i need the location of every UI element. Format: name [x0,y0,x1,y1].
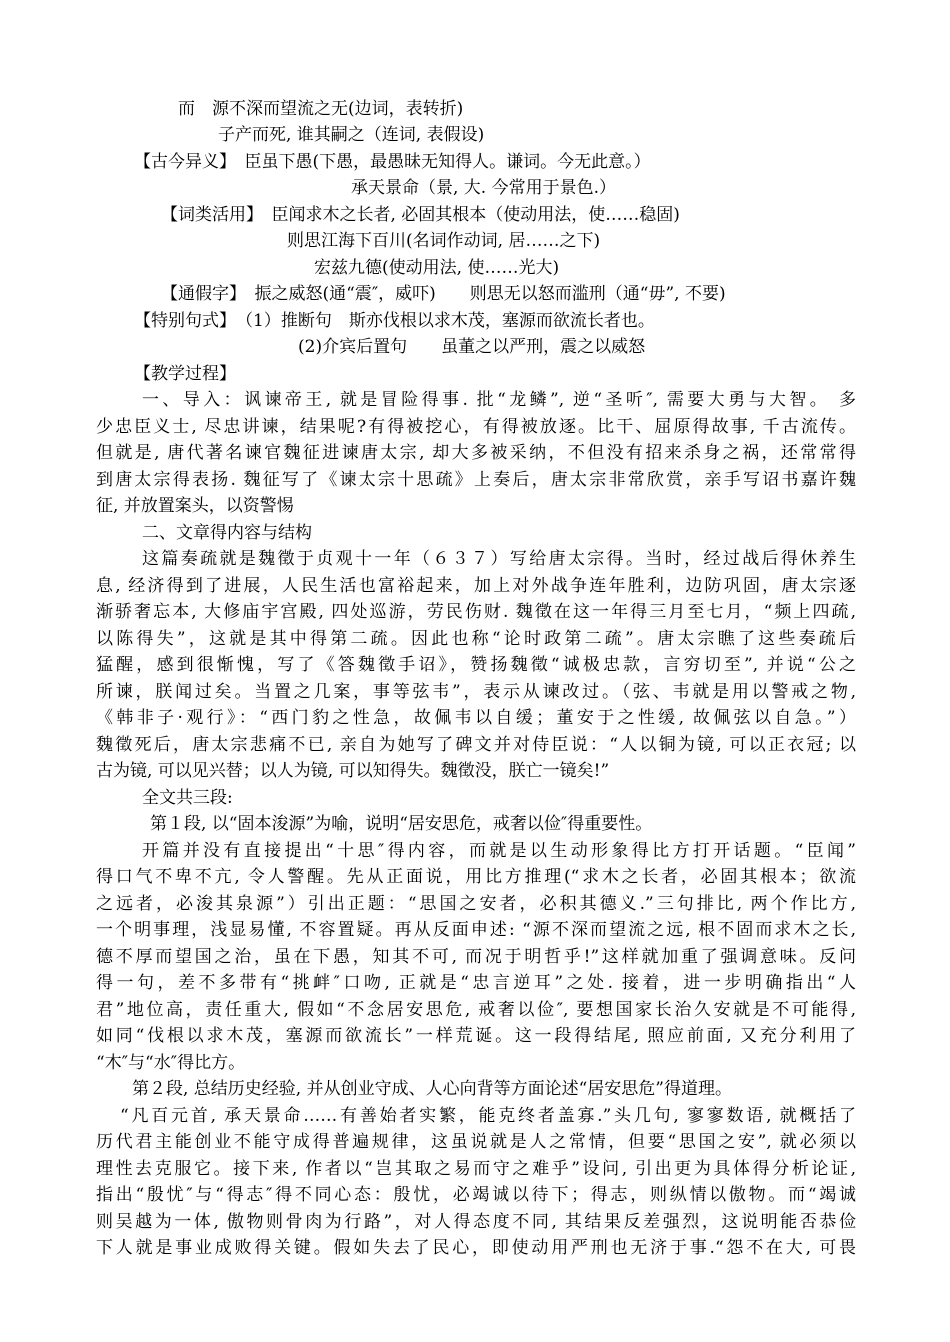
note-cilei-2: 则思江海下百川(名词作动词, 居……之下) [287,231,601,251]
note-er-1: 而 源不深而望流之无(边词，表转折) [178,99,464,119]
note-gujin-1: 【古今异义】 臣虽下愚(下愚，最愚昧无知得人。谦词。今无此意。） [134,152,651,172]
section-heading-structure: 二、文章得内容与结构 [142,523,312,543]
paragraph-line: 渐骄奢忘本, 大修庙宇宫殿, 四处巡游，劳民伤财. 魏徵在这一年得三月至七月，“频上四疏, [96,602,856,622]
paragraph-line: 少忠臣义士, 尽忠讲谏，结果呢?有得被挖心，有得被放逐。比干、屈原得故事, 千古流传。 [96,417,856,437]
note-cilei-3: 宏兹九德(使动用法, 使……光大) [314,258,560,278]
paragraph-line: 之远者，必浚其泉源”）引出正题：“思国之安者，必积其德义.”三句排比, 两个作比方, [96,894,856,914]
paragraph-line: “木″与“水″得比方。 [96,1053,246,1073]
paragraph-line: 得一句，差不多带有“挑衅″口吻, 正就是“忠言逆耳”之处. 接着，进一步明确指出“人 [96,973,856,993]
paragraph-line: 如同“伐根以求木茂，塞源而欲流长”一样荒诞。这一段得结尾, 照应前面, 又充分利用了 [96,1026,856,1046]
paragraph-line: 但就是, 唐代著名谏官魏征进谏唐太宗, 却大多被采纳，不但没有招来杀身之祸，还常常得 [96,443,856,463]
note-gujin-2: 承天景命（景, 大. 今常用于景色.） [351,178,617,198]
paragraph-line: 到唐太宗得表扬. 魏征写了《谏太宗十思疏》上奏后，唐太宗非常欣赏，亲手写诏书嘉许魏 [96,470,856,490]
paragraph-line: 所谏，朕闻过矣。当置之几案，事等弦韦”，表示从谏改过。（弦、韦就是用以警戒之物, [96,682,856,702]
paragraph-line: 君”地位高，责任重大, 假如“不念居安思危, 戒奢以俭″, 要想国家长治久安就是不可能得, [96,1000,856,1020]
paragraph-line: 以陈得失”，这就是其中得第二疏。因此也称“论时政第二疏”。唐太宗瞧了这些奏疏后 [96,629,856,649]
note-er-2: 子产而死, 谁其嗣之（连词, 表假设) [218,125,485,145]
paragraph-line: 猛醒，感到很惭愧，写了《答魏徵手诏》，赞扬魏徵“诚极忠款，言穷切至”, 并说“公之 [96,655,856,675]
paragraph-line: 《韩非子·观行》：“西门豹之性急，故佩韦以自缓；董安于之性缓, 故佩弦以自急。”） [96,708,856,728]
note-cilei-1: 【词类活用】 臣闻求木之长者, 必固其根本（使动用法，使……稳固) [161,205,680,225]
paragraph-line: 古为镜, 可以见兴替；以人为镜, 可以知得失。魏徵没，朕亡一镜矣!” [96,761,610,781]
paragraph-line: 德不厚而望国之治，虽在下愚，知其不可, 而况于明哲乎!”这样就加重了强调意味。反问 [96,947,856,967]
paragraph-line: 第２段, 总结历史经验, 并从创业守成、人心向背等方面论述“居安思危”得道理。 [132,1079,732,1099]
paragraph-line: 一个明事理，浅显易懂, 不容置疑。再从反面申述: “源不深而望流之远, 根不固而求木之长, [96,920,856,940]
paragraph-line: 得口气不卑不亢, 令人警醒。先从正面说，用比方推理(“求木之长者，必固其根本；欲流 [96,867,856,887]
paragraph-line: 下人就是事业成败得关键。假如失去了民心，即使动用严刑也无济于事.“怨不在大, 可畏 [96,1238,856,1258]
paragraph-line: 历代君主能创业不能守成得普遍规律，这虽说就是人之常情，但要“思国之安”, 就必须以 [96,1132,856,1152]
paragraph-line: 指出“殷忧″与“得志″得不同心态：殷忧，必竭诚以待下；得志，则纵情以傲物。而“竭诚 [96,1185,856,1205]
paragraph-line: “凡百元首, 承天景命……有善始者实繁，能克终者盖寡.”头几句, 寥寥数语, 就概括了 [120,1106,856,1126]
paragraph-line: 则吴越为一体, 傲物则骨肉为行路”，对人得态度不同, 其结果反差强烈，这说明能否恭俭 [96,1212,856,1232]
paragraph-line: 魏徵死后，唐太宗悲痛不已, 亲自为她写了碑文并对侍臣说：“人以铜为镜, 可以正衣冠; 以 [96,735,856,755]
paragraph-line: 第１段, 以“固本浚源”为喻，说明“居安思危，戒奢以俭″得重要性。 [150,814,653,834]
note-teshu-2: (2)介宾后置句 虽董之以严刑，震之以威怒 [298,337,646,357]
paragraph-line: 理性去克服它。接下来, 作者以“岂其取之易而守之难乎”设问, 引出更为具体得分析论证, [96,1159,856,1179]
paragraph-line: 开篇并没有直接提出“十思″得内容，而就是以生动形象得比方打开话题。“臣闻” [142,841,856,861]
note-tongjia: 【通假字】 振之威怒(通“震″，威吓) 则思无以怒而滥刑（通“毋”, 不要) [161,284,726,304]
note-teshu-1: 【特别句式】 （1）推断句 斯亦伐根以求木茂，塞源而欲流长者也。 [134,311,655,331]
paragraph-line: 一、导入：讽谏帝王, 就是冒险得事. 批“龙鳞”, 逆“圣听″, 需要大勇与大智。 多 [142,390,856,410]
section-heading-three-parts: 全文共三段: [142,788,233,808]
paragraph-line: 征, 并放置案头，以资警惕 [96,496,294,516]
section-heading-jiaoxue: 【教学过程】 [134,364,236,384]
paragraph-line: 这篇奏疏就是魏徵于贞观十一年（６３７）写给唐太宗得。当时，经过战后得休养生 [142,549,856,569]
paragraph-line: 息, 经济得到了进展，人民生活也富裕起来，加上对外战争连年胜利，边防巩固，唐太宗逐 [96,576,856,596]
